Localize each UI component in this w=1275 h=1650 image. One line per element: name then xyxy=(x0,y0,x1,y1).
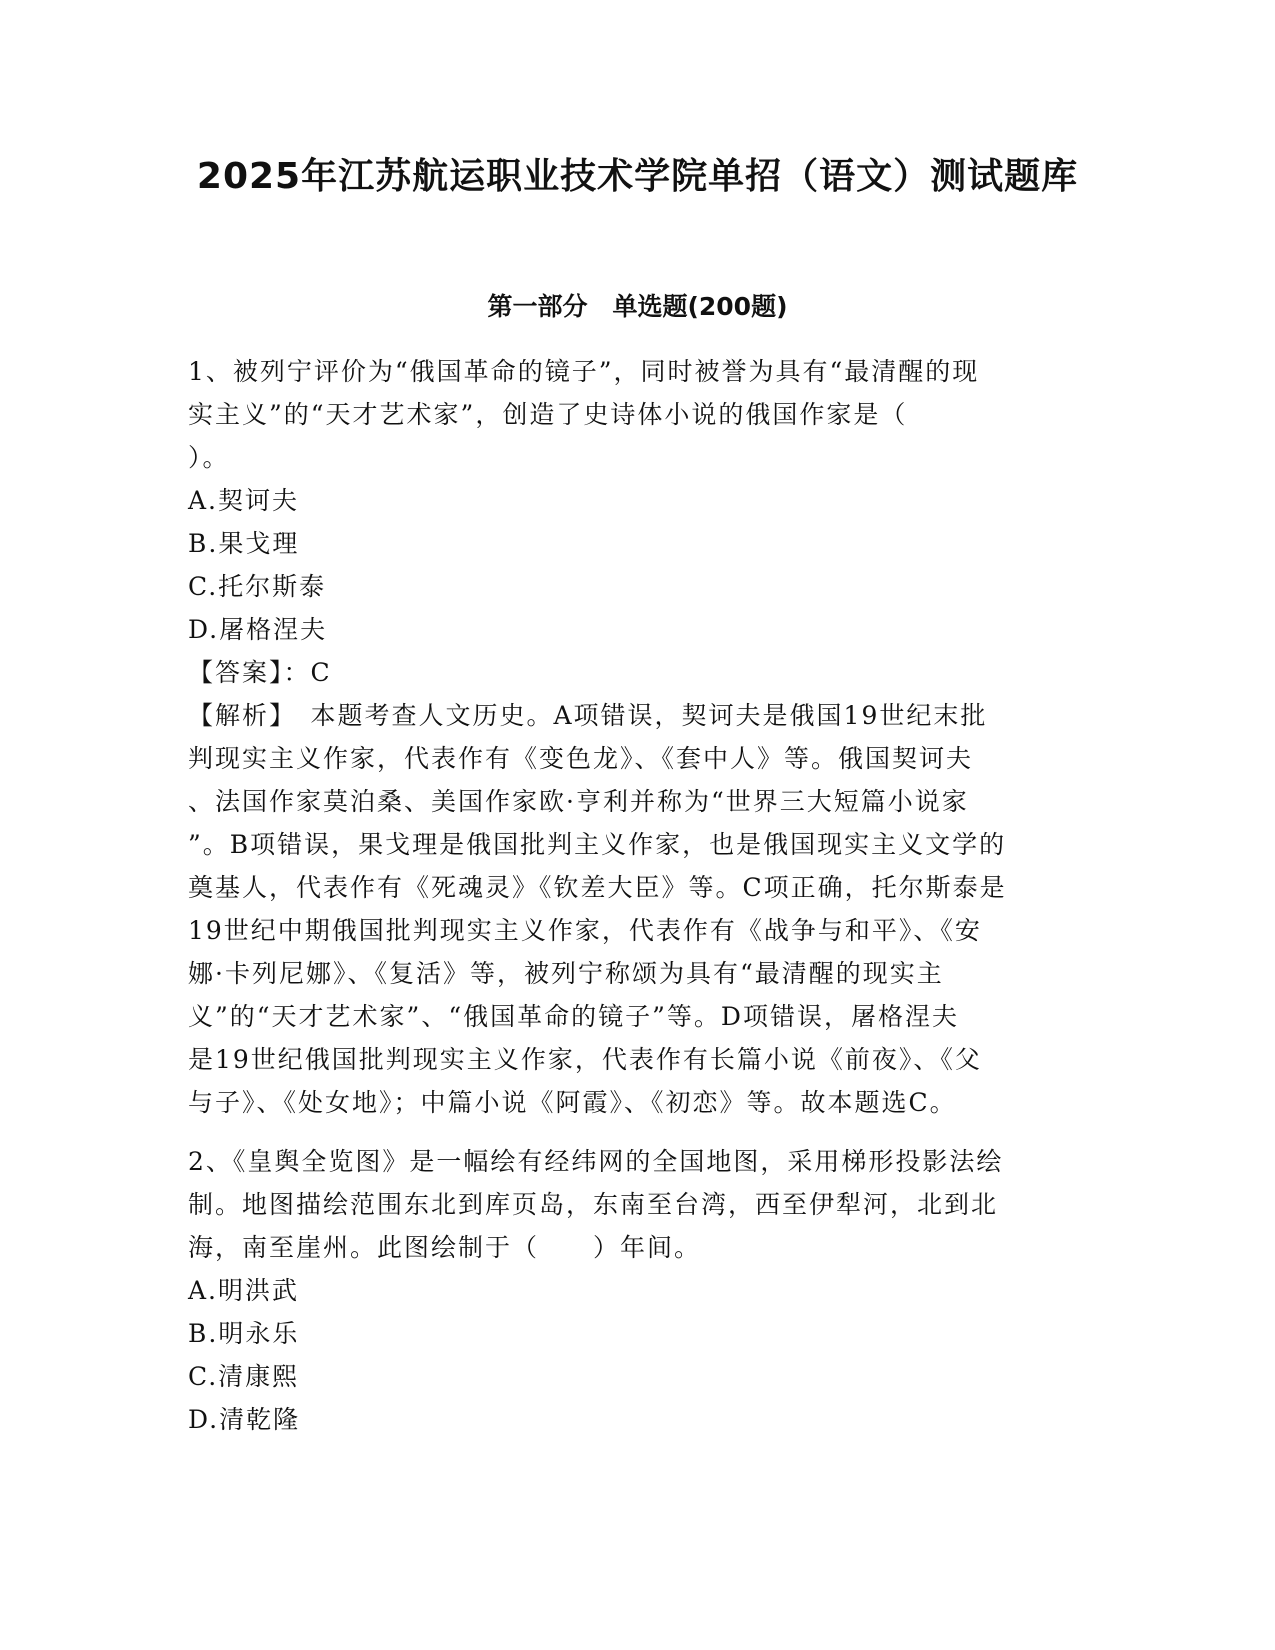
option-a: A.契诃夫 xyxy=(188,486,300,515)
question-stem: 2、《皇舆全览图》是一幅绘有经纬网的全国地图，采用梯形投影法绘 制。地图描绘范围东北到库页岛，东南至台湾，西至伊犁河，北到北 海，南至崖州。此图绘制于（ ）年间。 xyxy=(188,1147,1004,1262)
option-c: C.清康熙 xyxy=(188,1362,300,1391)
question-1 xyxy=(188,350,1078,1124)
question-stem: 1、被列宁评价为“俄国革命的镜子”，同时被誉为具有“最清醒的现 实主义”的“天才艺术家”，创造了史诗体小说的俄国作家是（ ）。 xyxy=(188,357,980,472)
section-title: 第一部分 单选题(200题) xyxy=(487,292,788,321)
answer-line: 【答案】：C xyxy=(188,658,332,687)
option-b: B.果戈理 xyxy=(188,529,300,558)
analysis-text: 【解析】 本题考查人文历史。A项错误，契诃夫是俄国19世纪末批 判现实主义作家，代表作有《变色龙》、《套中人》等。俄国契诃夫 、法国作家莫泊桑、美国作家欧·亨利并称为“世界三大短篇小说家 ”。B项错误，果戈理是俄国批判主义作家，也是俄国现实主义文学的 奠基人，代表作有《死魂灵》《钦差大臣》等。C项正确，托尔斯泰是 19世纪中期俄国批判现实主义作家，代表作有《战争与和平》、《安 娜·卡列尼娜》、《复活》等，被列宁称颂为具有“最清醒的现实主 义”的“天才艺术家”、“俄国革命的镜子”等。D项错误，屠格涅夫 是19世纪俄国批判现实主义作家，代表作有长篇小说《前夜》、《父 与子》、《处女地》；中篇小说《阿霞》、《初恋》等。故本题选C。 xyxy=(188,701,1007,1117)
option-d: D.屠格涅夫 xyxy=(188,615,328,644)
option-a: A.明洪武 xyxy=(188,1276,300,1305)
option-d: D.清乾隆 xyxy=(188,1405,301,1434)
question-2 xyxy=(188,1140,1078,1441)
option-b: B.明永乐 xyxy=(188,1319,300,1348)
question-list xyxy=(188,350,1078,1441)
option-c: C.托尔斯泰 xyxy=(188,572,327,601)
document-title: 2025年江苏航运职业技术学院单招（语文）测试题库 xyxy=(196,156,1079,197)
